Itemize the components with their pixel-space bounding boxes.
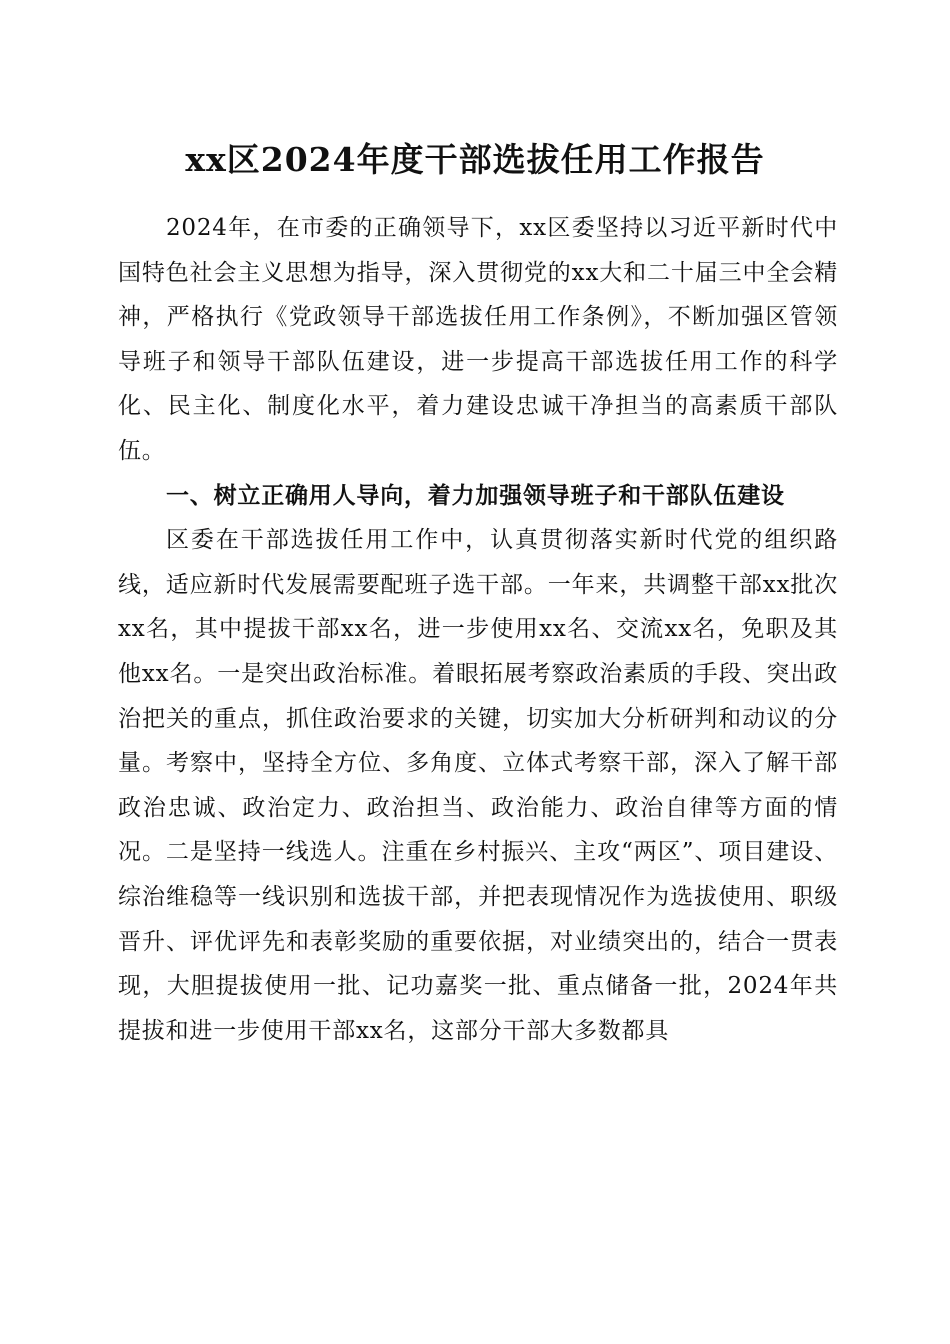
document-title: xx区2024年度干部选拔任用工作报告: [185, 140, 765, 179]
intro-paragraph: 2024年，在市委的正确领导下，xx区委坚持以习近平新时代中国特色社会主义思想为指导，深入贯彻党的xx大和二十届三中全会精神，严格执行《党政领导干部选拔任用工作条例》，不断加强区管领导班子和领导干部队伍建设，进一步提高干部选拔任用工作的科学化、民主化、制度化水平，着力建设忠诚干净担当的高素质干部队伍。: [118, 215, 838, 464]
section-heading-1: 一、树立正确用人导向，着力加强领导班子和干部队伍建设: [166, 482, 785, 509]
section-paragraph-1: 区委在干部选拔任用工作中，认真贯彻落实新时代党的组织路线，适应新时代发展需要配班子选干部。一年来，共调整干部xx批次xx名，其中提拔干部xx名，进一步使用xx名、交流xx名，免职及其他xx名。一是突出政治标准。着眼拓展考察政治素质的手段、突出政治把关的重点，抓住政治要求的关键，切实加大分析研判和动议的分量。考察中，坚持全方位、多角度、立体式考察干部，深入了解干部政治忠诚、政治定力、政治担当、政治能力、政治自律等方面的情况。二是坚持一线选人。注重在乡村振兴、主攻“两区”、项目建设、综治维稳等一线识别和选拔干部，并把表现情况作为选拔使用、职级晋升、评优评先和表彰奖励的重要依据，对业绩突出的，结合一贯表现，大胆提拔使用一批、记功嘉奖一批、重点储备一批，2024年共提拔和进一步使用干部xx名，这部分干部大多数都具: [118, 527, 838, 1044]
document-body: [118, 206, 838, 1053]
